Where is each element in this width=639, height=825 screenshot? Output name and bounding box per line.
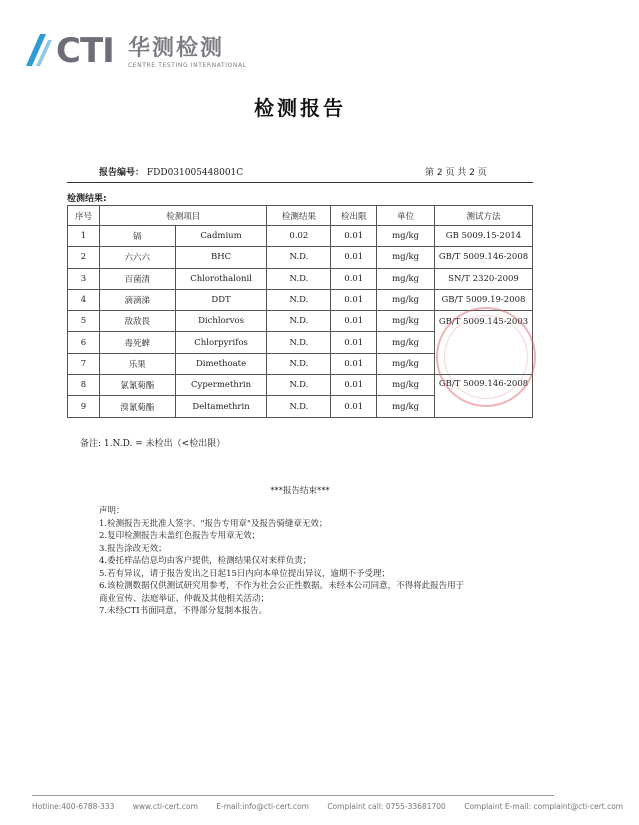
- report-end-mark: ***报告结束***: [270, 486, 330, 496]
- cell-result: 0.02: [267, 226, 331, 247]
- cell-limit: 0.01: [331, 311, 377, 332]
- cell-item-cn: 毒死蜱: [99, 332, 175, 353]
- cell-no: 4: [68, 289, 100, 310]
- declaration-line: 3.报告涂改无效；: [99, 543, 167, 554]
- declaration-line: 5.若有异议，请于报告发出之日起15日内向本单位提出异议，逾期不予受理；: [99, 568, 390, 579]
- cell-method: GB/T 5009.146-2008: [434, 375, 532, 418]
- header-item: 检测项目: [99, 206, 267, 226]
- cell-item-en: DDT: [175, 289, 267, 310]
- cell-limit: 0.01: [331, 375, 377, 396]
- report-number-value: FDD031005448001C: [146, 168, 244, 178]
- declaration-line: 2.复印检测报告未盖红色报告专用章无效；: [99, 531, 261, 541]
- logo-english-text: CENTRE TESTING INTERNATIONAL: [128, 62, 247, 69]
- cell-item-en: Deltamethrin: [175, 396, 267, 417]
- declaration-line: 商业宣传、法庭举证、仲裁及其他相关活动；: [99, 593, 270, 604]
- table-row: [68, 247, 533, 268]
- header-result: 检测结果: [267, 206, 331, 226]
- cell-result: N.D.: [267, 247, 331, 268]
- cell-item-en: Chlorpyrifos: [175, 332, 267, 353]
- cell-unit: mg/kg: [377, 226, 435, 247]
- cell-result: N.D.: [267, 396, 331, 417]
- cell-item-cn: 氯氰菊酯: [99, 375, 175, 396]
- cell-method: GB/T 5009.146-2008: [434, 247, 532, 268]
- cell-no: 1: [68, 226, 100, 247]
- cell-no: 6: [68, 332, 100, 353]
- cell-item-cn: 镉: [99, 226, 175, 247]
- report-number: [99, 165, 243, 178]
- cell-limit: 0.01: [331, 332, 377, 353]
- footer-email[interactable]: E-mail:info@cti-cert.com: [216, 802, 309, 811]
- cell-limit: 0.01: [331, 289, 377, 310]
- header-unit: 单位: [377, 206, 435, 226]
- logo-cti-text: CTI: [56, 31, 114, 71]
- logo-mark-icon: [24, 30, 54, 70]
- cell-method: GB 5009.15-2014: [434, 226, 532, 247]
- cell-no: 2: [68, 247, 100, 268]
- footer-website[interactable]: www.cti-cert.com: [132, 802, 198, 811]
- footer: [32, 802, 624, 811]
- results-label: 检测结果:: [67, 194, 107, 204]
- declaration-line: 7.未经CTI书面同意，不得部分复制本报告。: [99, 606, 268, 616]
- cell-no: 8: [68, 375, 100, 396]
- page-indicator: 第 2 页 共 2 页: [425, 168, 487, 178]
- table-header-row: [68, 206, 533, 226]
- table-row: [68, 289, 533, 310]
- cell-unit: mg/kg: [377, 353, 435, 374]
- cell-item-cn: 乐果: [99, 353, 175, 374]
- cell-no: 7: [68, 353, 100, 374]
- cell-result: N.D.: [267, 375, 331, 396]
- cell-unit: mg/kg: [377, 268, 435, 289]
- cti-logo: [24, 30, 247, 75]
- cell-limit: 0.01: [331, 396, 377, 417]
- cell-item-cn: 滴滴涕: [99, 289, 175, 310]
- table-row: [68, 268, 533, 289]
- cell-result: N.D.: [267, 289, 331, 310]
- cell-item-en: Cypermethrin: [175, 375, 267, 396]
- cell-no: 9: [68, 396, 100, 417]
- cell-unit: mg/kg: [377, 375, 435, 396]
- cell-item-en: Dichlorvos: [175, 311, 267, 332]
- cell-item-en: Dimethoate: [175, 353, 267, 374]
- declaration-line: 4.委托样品信息均由客户提供，检测结果仅对来样负责；: [99, 556, 312, 566]
- cell-unit: mg/kg: [377, 289, 435, 310]
- cell-item-en: Cadmium: [175, 226, 267, 247]
- cell-result: N.D.: [267, 268, 331, 289]
- header-method: 测试方法: [434, 206, 532, 226]
- cell-limit: 0.01: [331, 268, 377, 289]
- cell-unit: mg/kg: [377, 332, 435, 353]
- cell-unit: mg/kg: [377, 311, 435, 332]
- cell-method: GB/T 5009.145-2003: [434, 311, 532, 375]
- table-row: [68, 375, 533, 396]
- cell-item-cn: 六六六: [99, 247, 175, 268]
- footer-hotline: Hotline:400-6788-333: [32, 802, 115, 811]
- results-table: [67, 205, 533, 418]
- cell-method: GB/T 5009.19-2008: [434, 289, 532, 310]
- logo-chinese-text: 华测检测: [128, 36, 225, 61]
- cell-result: N.D.: [267, 353, 331, 374]
- cell-limit: 0.01: [331, 247, 377, 268]
- cell-no: 5: [68, 311, 100, 332]
- header-limit: 检出限: [331, 206, 377, 226]
- header-no: 序号: [68, 206, 100, 226]
- cell-result: N.D.: [267, 332, 331, 353]
- footer-divider: [32, 795, 554, 796]
- cell-limit: 0.01: [331, 353, 377, 374]
- header-divider: [67, 182, 533, 183]
- declaration-title: 声明：: [99, 506, 125, 516]
- cell-item-cn: 敌敌畏: [99, 311, 175, 332]
- table-row: [68, 311, 533, 332]
- cell-item-cn: 溴氰菊酯: [99, 396, 175, 417]
- footer-complaint-call: Complaint call: 0755-33681700: [327, 802, 446, 811]
- cell-item-en: BHC: [175, 247, 267, 268]
- remark-note: 备注: 1.N.D. = 未检出（<检出限）: [80, 439, 226, 449]
- footer-complaint-email[interactable]: Complaint E-mail: complaint@cti-cert.com: [464, 802, 624, 811]
- report-number-label: 报告编号：: [99, 168, 145, 178]
- declaration-line: 6.该检测数据仅供测试研究用参考，不作为社会公正性数据。未经本公司同意，不得将此报告用于: [99, 581, 465, 591]
- declaration: [99, 505, 529, 618]
- cell-result: N.D.: [267, 311, 331, 332]
- cell-item-en: Chlorothalonil: [175, 268, 267, 289]
- report-title: 检测报告: [254, 96, 346, 120]
- table-row: [68, 226, 533, 247]
- cell-unit: mg/kg: [377, 247, 435, 268]
- cell-unit: mg/kg: [377, 396, 435, 417]
- declaration-line: 1.检测报告无批准人签字、"报告专用章"及报告骑缝章无效；: [99, 518, 328, 529]
- cell-limit: 0.01: [331, 226, 377, 247]
- cell-method: SN/T 2320-2009: [434, 268, 532, 289]
- cell-item-cn: 百菌清: [99, 268, 175, 289]
- cell-no: 3: [68, 268, 100, 289]
